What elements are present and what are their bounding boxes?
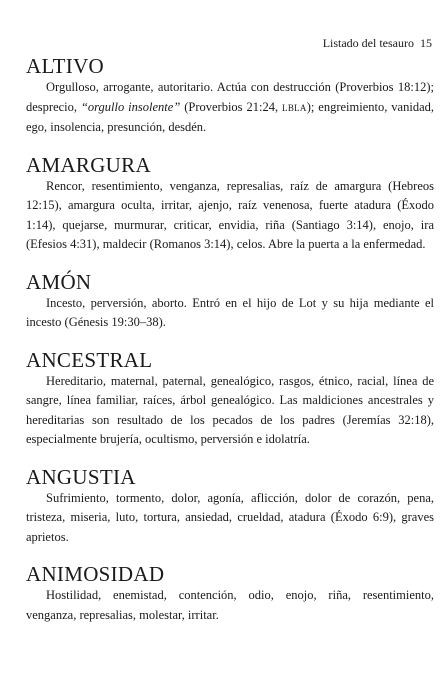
entry-ancestral xyxy=(26,348,434,450)
definition-text: Orgulloso, arrogante, autoritario. Actúa con destrucción (Proverbios 18:12); desprecio, xyxy=(26,80,434,114)
entry-definition: Sufrimiento, tormento, dolor, agonía, aflicción, dolor de corazón, pena, tristeza, miseria, luto, tortura, ansiedad, crueldad, atadura (Éxodo 6:9), graves aprietos. xyxy=(26,490,434,544)
entry-amargura xyxy=(26,153,434,255)
entry-animosidad xyxy=(26,562,434,625)
entry-title: ANIMOSIDAD xyxy=(26,562,165,586)
entry-definition: Incesto, perversión, aborto. Entró en el hijo de Lot y su hija mediante el incesto (Génesis 19:30–38). xyxy=(26,295,434,329)
definition-quote: “orgullo insolente” xyxy=(80,99,181,114)
definition-text: ); engreimiento, vanidad, ego, insolencia, presunción, desdén. xyxy=(26,99,434,134)
bible-version: LBLA xyxy=(282,102,307,113)
entry-definition xyxy=(26,78,434,138)
entry-angustia xyxy=(26,465,434,548)
entry-altivo xyxy=(26,54,434,138)
entry-definition: Hereditario, maternal, paternal, genealógico, rasgos, étnico, racial, línea de sangre, línea familiar, raíces, árbol genealógico. Las maldiciones ancestrales y hereditarias son resultado de los pecados de los padres (Jeremías 32:18), especialmente brujería, ocultismo, perversión e idolatría. xyxy=(26,373,434,446)
running-header xyxy=(323,36,432,51)
entry-definition: Rencor, resentimiento, venganza, represalias, raíz de amargura (Hebreos 12:15), amargura oculta, irritar, ajenjo, raíz venenosa, fuerte atadura (Éxodo 1:14), quejarse, murmurar, criticar, envidia, riña (Santiago 3:14), enojo, ira (Efesios 4:31), maldecir (Romanos 3:14), celos. Abre la puerta a la enfermedad. xyxy=(26,178,434,251)
page-number: 15 xyxy=(420,36,432,50)
entry-title: AMARGURA xyxy=(26,152,151,177)
entry-definition: Hostilidad, enemistad, contención, odio, enojo, riña, resentimiento, venganza, represalias, molestar, irritar. xyxy=(26,588,434,622)
entry-title: ANGUSTIA xyxy=(26,464,136,489)
entry-title: ANCESTRAL xyxy=(26,347,153,372)
definition-text: (Proverbios 21:24, xyxy=(180,99,283,114)
entry-title: AMÓN xyxy=(26,269,92,294)
entry-amon xyxy=(26,270,434,333)
thesaurus-entries xyxy=(26,54,434,640)
book-page xyxy=(26,0,434,690)
header-title: Listado del tesauro xyxy=(322,36,414,50)
entry-title: ALTIVO xyxy=(26,54,105,78)
